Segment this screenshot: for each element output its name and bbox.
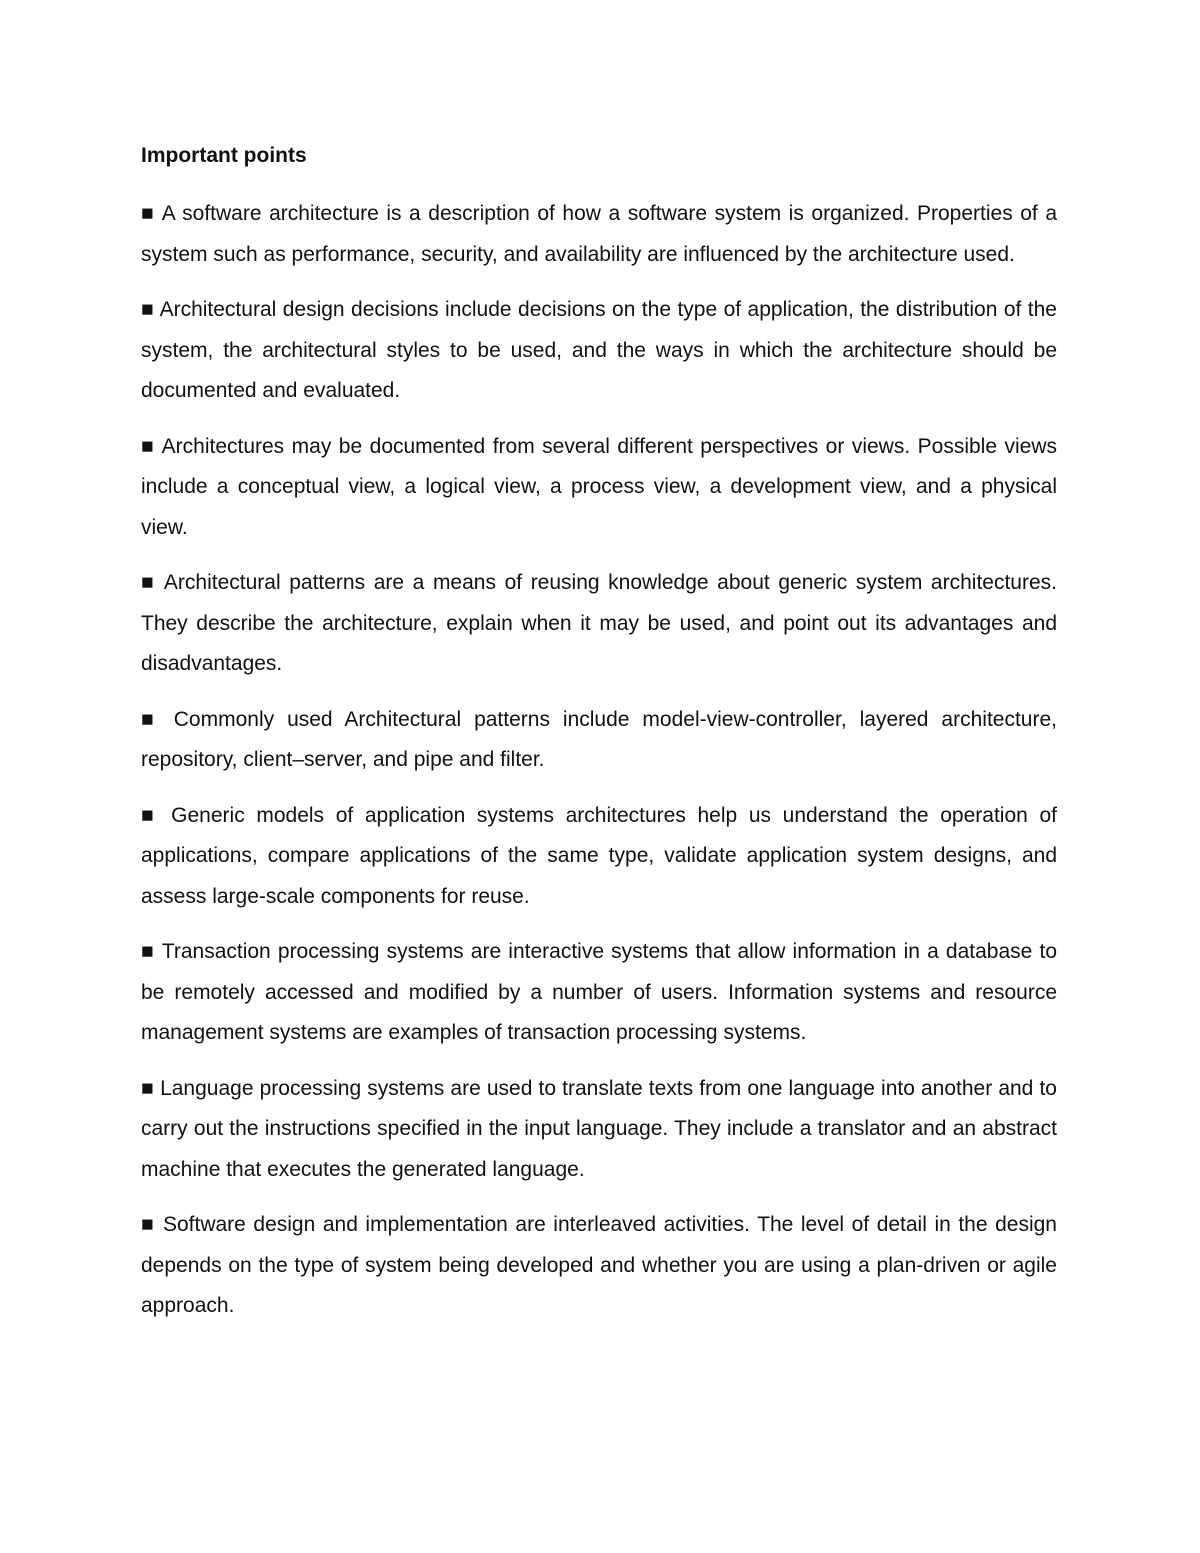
- bullet-point: ■ Language processing systems are used to translate texts from one language into another and to carry out the instructions specified in the input language. They include a translator and an abstract machine that executes the generated language.: [141, 1076, 1057, 1181]
- bullet-point: ■ Generic models of application systems architectures help us understand the operation of applications, compare applications of the same type, validate application system designs, and assess large-scale components for reuse.: [141, 803, 1057, 908]
- document-body: [141, 140, 1057, 1342]
- section-heading: Important points: [141, 144, 307, 167]
- bullet-point: ■ Commonly used Architectural patterns include model-view-controller, layered architecture, repository, client–server, and pipe and filter.: [141, 707, 1057, 771]
- bullet-point: ■ A software architecture is a description of how a software system is organized. Properties of a system such as performance, security, and availability are influenced by the architecture used.: [141, 202, 1057, 266]
- bullet-point: ■ Architectural patterns are a means of reusing knowledge about generic system architectures. They describe the architecture, explain when it may be used, and point out its advantages and disadvantages.: [141, 571, 1057, 675]
- bullet-point: ■ Transaction processing systems are interactive systems that allow information in a database to be remotely accessed and modified by a number of users. Information systems and resource management systems are examples of transaction processing systems.: [141, 940, 1057, 1044]
- bullet-point: ■ Architectures may be documented from several different perspectives or views. Possible views include a conceptual view, a logical view, a process view, a development view, and a physical view.: [141, 434, 1057, 539]
- bullet-point: ■ Software design and implementation are interleaved activities. The level of detail in the design depends on the type of system being developed and whether you are using a plan-driven or agile approach.: [141, 1213, 1057, 1317]
- bullet-point: ■ Architectural design decisions include decisions on the type of application, the distribution of the system, the architectural styles to be used, and the ways in which the architecture should be documented and evaluated.: [141, 298, 1057, 402]
